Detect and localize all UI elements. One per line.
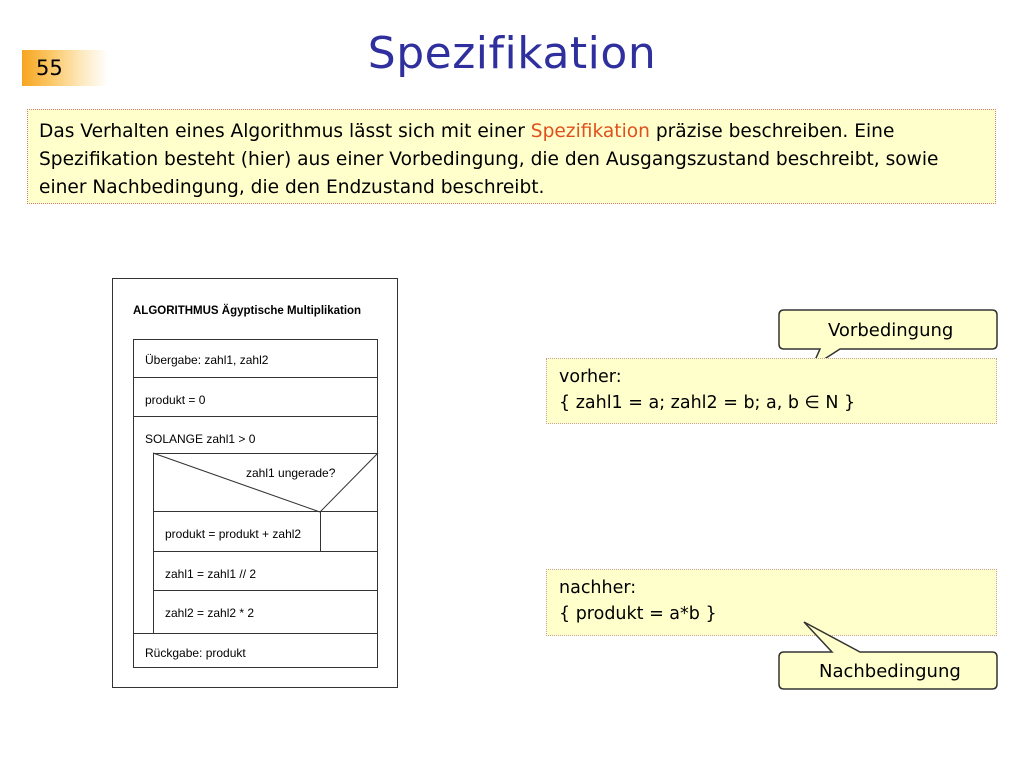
flow-step1-text: zahl1 = zahl1 // 2 xyxy=(165,567,257,581)
precondition-line1: vorher: xyxy=(559,367,622,387)
flow-input-text: Übergabe: zahl1, zahl2 xyxy=(145,353,269,367)
flow-step2-text: zahl2 = zahl2 * 2 xyxy=(165,606,255,620)
page-number: 55 xyxy=(36,56,63,80)
postcondition-line1: nachher: xyxy=(559,578,637,598)
flow-then-text: produkt = produkt + zahl2 xyxy=(165,527,302,541)
postcondition-line2: { produkt = a*b } xyxy=(559,604,717,624)
nachbedingung-label: Nachbedingung xyxy=(819,661,961,682)
flow-init-text: produkt = 0 xyxy=(145,393,206,407)
vorbedingung-label: Vorbedingung xyxy=(828,320,954,341)
intro-highlight: Spezifikation xyxy=(530,121,650,142)
flow-condition-text: zahl1 ungerade? xyxy=(246,466,336,480)
precondition-line2: { zahl1 = a; zahl2 = b; a, b ∈ N } xyxy=(559,393,856,413)
flowchart-heading: ALGORITHMUS Ägyptische Multiplikation xyxy=(133,305,362,317)
flow-output-text: Rückgabe: produkt xyxy=(145,646,246,660)
intro-text-part2: präzise beschreiben. Eine Spezifikation besteht (hier) aus einer Vorbedingung, die den Ausgangszustand beschreibt, sowie einer Nachbedingung, die den Endzustand beschreibt. xyxy=(39,121,939,198)
flow-loop-text: SOLANGE zahl1 > 0 xyxy=(145,432,256,446)
intro-text-part1: Das Verhalten eines Algorithmus lässt sich mit einer xyxy=(39,121,531,142)
slide-title: Spezifikation xyxy=(367,28,657,79)
